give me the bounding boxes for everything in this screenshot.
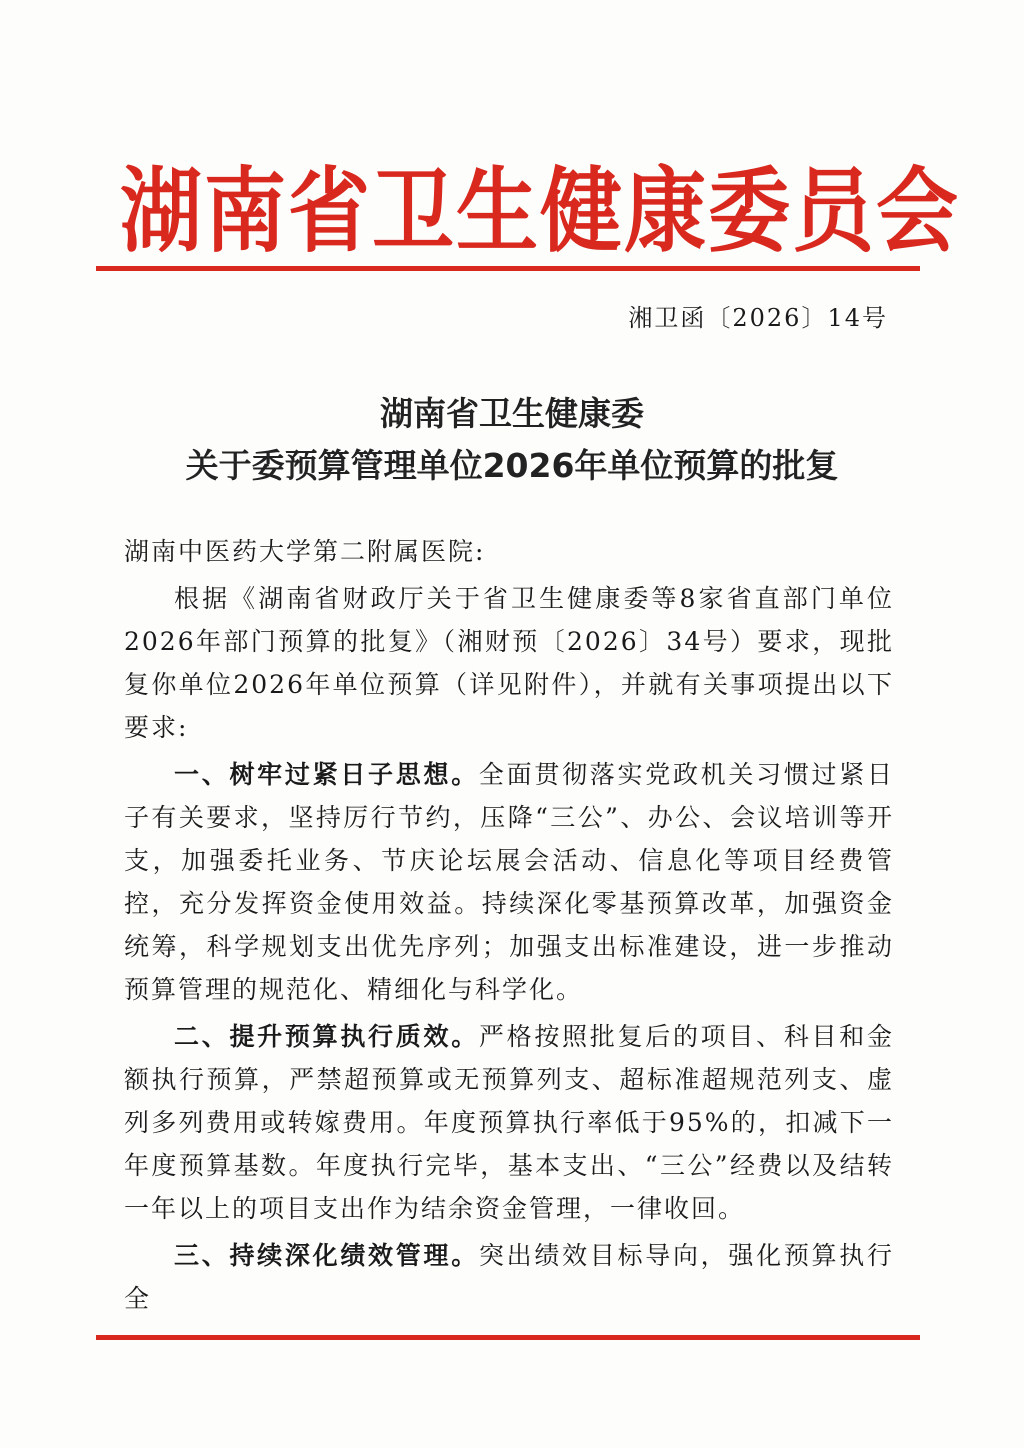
letterhead-org-name: 湖南省卫生健康委员会: [120, 159, 961, 266]
section-paragraph: [124, 753, 894, 1011]
section-heading: 三、持续深化绩效管理。: [174, 1241, 479, 1270]
salutation: 湖南中医药大学第二附属医院:: [124, 537, 486, 566]
section-heading: 一、树牢过紧日子思想。: [174, 760, 479, 789]
document-number: 湘卫函〔2026〕14号: [628, 304, 888, 332]
section-paragraph: [124, 1015, 894, 1230]
title-line-1: 湖南省卫生健康委: [380, 394, 644, 433]
letterhead-red-rule: [96, 266, 920, 271]
section-heading: 二、提升预算执行质效。: [174, 1022, 479, 1051]
intro-paragraph: 根据《湖南省财政厅关于省卫生健康委等8家省直部门单位2026年部门预算的批复》（湘财预〔2026〕34号）要求，现批复你单位2026年单位预算（详见附件），并就有关事项提出以下要求:: [124, 584, 894, 742]
section-text: 突出绩效目标导向，强化预算执行全: [124, 1241, 894, 1313]
section-text: 严格按照批复后的项目、科目和金额执行预算，严禁超预算或无预算列支、超标准超规范列支、虚列多列费用或转嫁费用。年度预算执行率低于95%的，扣减下一年度预算基数。年度执行完毕，基本支出、“三公”经费以及结转一年以上的项目支出作为结余资金管理，一律收回。: [124, 1022, 894, 1223]
title-line-2: 关于委预算管理单位2026年单位预算的批复: [185, 446, 839, 485]
document-body: [124, 530, 894, 1324]
footer-red-rule: [96, 1335, 920, 1340]
section-paragraph: [124, 1234, 894, 1320]
document-title: [90, 388, 934, 492]
section-text: 全面贯彻落实党政机关习惯过紧日子有关要求，坚持厉行节约，压降“三公”、办公、会议培训等开支，加强委托业务、节庆论坛展会活动、信息化等项目经费管控，充分发挥资金使用效益。持续深化零基预算改革，加强资金统筹，科学规划支出优先序列；加强支出标准建设，进一步推动预算管理的规范化、精细化与科学化。: [124, 760, 894, 1004]
